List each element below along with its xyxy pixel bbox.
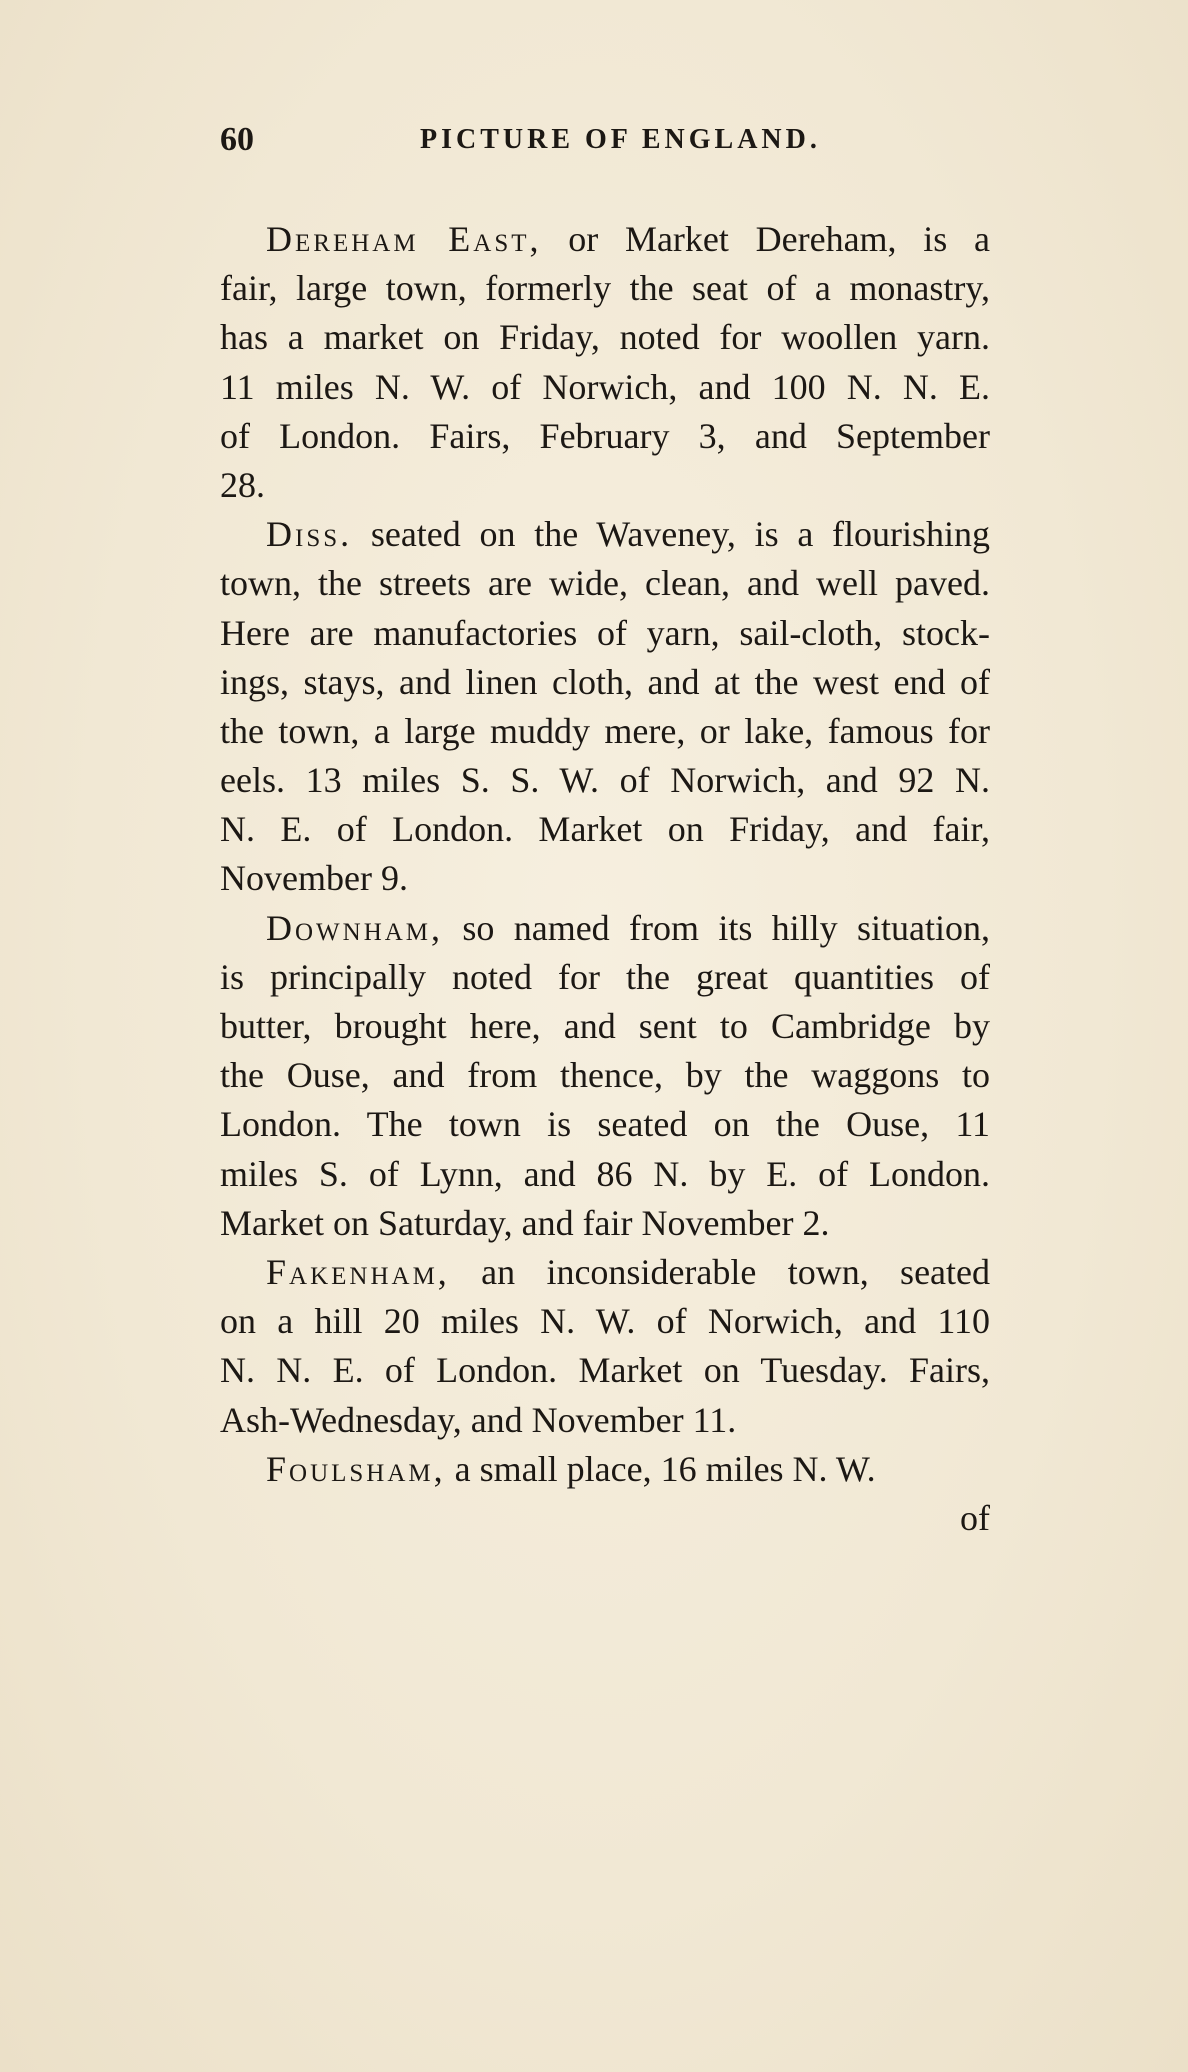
text-line xyxy=(220,1445,990,1494)
catchword: of xyxy=(960,1497,990,1538)
text-line: London. The town is seated on the Ouse, 11 xyxy=(220,1104,990,1145)
entry-name: Dereham East, xyxy=(266,219,542,259)
text-line: November 9. xyxy=(220,858,408,899)
page-number: 60 xyxy=(220,121,254,158)
text-line: the town, a large muddy mere, or lake, famous for xyxy=(220,710,990,751)
page-body xyxy=(220,215,990,1543)
text-line xyxy=(220,215,990,264)
text-line: on a hill 20 miles N. W. of Norwich, and 110 xyxy=(220,1301,990,1342)
text-line: miles S. of Lynn, and 86 N. by E. of London. xyxy=(220,1153,990,1194)
text-line: Ash-Wednesday, and November 11. xyxy=(220,1399,737,1440)
text-line: fair, large town, formerly the seat of a monastry, xyxy=(220,268,990,309)
text-line: ings, stays, and linen cloth, and at the west end of xyxy=(220,661,990,702)
text-line: N. E. of London. Market on Friday, and fair, xyxy=(220,809,990,850)
text-line xyxy=(220,510,990,559)
entry-name: Foulsham, xyxy=(266,1448,446,1489)
text-segment: a small place, 16 miles N. W. xyxy=(445,1448,876,1489)
text-line xyxy=(220,1248,990,1297)
text-line xyxy=(220,904,990,953)
text-line: 11 miles N. W. of Norwich, and 100 N. N. E. xyxy=(220,366,990,407)
text-segment: or Market Dereham, is a xyxy=(541,219,990,259)
entry-name: Diss. xyxy=(266,514,353,555)
running-title: PICTURE OF ENGLAND. xyxy=(420,124,821,155)
text-line: is principally noted for the great quantities of xyxy=(220,956,990,997)
entry-name: Fakenham, xyxy=(266,1251,450,1292)
text-line: 28. xyxy=(220,464,265,505)
text-line: has a market on Friday, noted for woollen yarn. xyxy=(220,317,990,358)
text-segment: seated on the Waveney, is a flourishing xyxy=(352,514,990,555)
entry-name: Downham, xyxy=(266,907,444,948)
page-header xyxy=(220,118,990,162)
text-line: Market on Saturday, and fair November 2. xyxy=(220,1202,830,1243)
text-segment: an inconsiderable town, seated xyxy=(449,1251,990,1292)
text-line: butter, brought here, and sent to Cambridge by xyxy=(220,1006,990,1046)
text-line: the Ouse, and from thence, by the waggons to xyxy=(220,1055,990,1096)
text-line: town, the streets are wide, clean, and well paved. xyxy=(220,563,990,604)
text-line: of London. Fairs, February 3, and September xyxy=(220,415,990,456)
text-line: Here are manufactories of yarn, sail-cloth, stock- xyxy=(220,612,990,653)
text-line: N. N. E. of London. Market on Tuesday. Fairs, xyxy=(220,1350,990,1391)
text-segment: so named from its hilly situation, xyxy=(443,907,990,948)
text-line: eels. 13 miles S. S. W. of Norwich, and 92 N. xyxy=(220,760,990,801)
